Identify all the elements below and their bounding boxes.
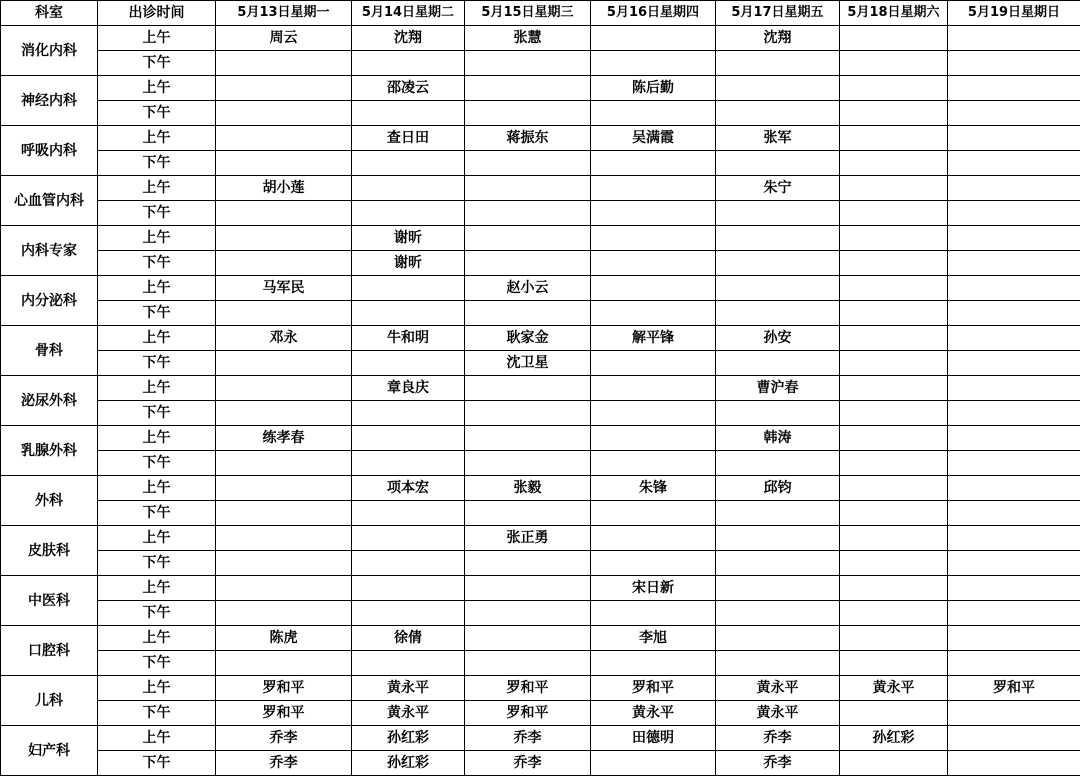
session-afternoon: 下午 xyxy=(98,151,216,176)
doctor-cell xyxy=(465,301,591,326)
doctor-cell xyxy=(591,426,716,451)
header-department: 科室 xyxy=(1,1,98,26)
department-name: 儿科 xyxy=(1,676,98,726)
doctor-cell xyxy=(840,401,948,426)
table-row xyxy=(1,76,1080,101)
doctor-cell xyxy=(840,751,948,776)
department-name: 乳腺外科 xyxy=(1,426,98,476)
doctor-cell xyxy=(840,501,948,526)
doctor-cell: 乔李 xyxy=(216,751,352,776)
doctor-cell xyxy=(948,451,1080,476)
doctor-cell xyxy=(948,501,1080,526)
doctor-cell xyxy=(216,151,352,176)
session-afternoon: 下午 xyxy=(98,501,216,526)
table-row xyxy=(1,251,1080,276)
doctor-cell: 沈卫星 xyxy=(465,351,591,376)
session-afternoon: 下午 xyxy=(98,351,216,376)
doctor-cell xyxy=(716,251,840,276)
doctor-cell xyxy=(465,151,591,176)
doctor-cell: 黄永平 xyxy=(716,701,840,726)
doctor-cell xyxy=(948,26,1080,51)
session-morning: 上午 xyxy=(98,326,216,351)
doctor-cell xyxy=(465,501,591,526)
doctor-cell xyxy=(716,151,840,176)
doctor-cell xyxy=(840,626,948,651)
header-day: 5月19日星期日 xyxy=(948,1,1080,26)
doctor-cell: 罗和平 xyxy=(465,701,591,726)
doctor-cell: 孙红彩 xyxy=(352,726,465,751)
doctor-cell xyxy=(716,201,840,226)
session-afternoon: 下午 xyxy=(98,751,216,776)
doctor-cell: 查日田 xyxy=(352,126,465,151)
doctor-cell xyxy=(591,226,716,251)
doctor-cell xyxy=(591,501,716,526)
doctor-cell xyxy=(352,526,465,551)
table-row xyxy=(1,701,1080,726)
doctor-cell xyxy=(948,226,1080,251)
session-afternoon: 下午 xyxy=(98,401,216,426)
doctor-cell: 牛和明 xyxy=(352,326,465,351)
doctor-cell: 徐倩 xyxy=(352,626,465,651)
doctor-cell: 乔李 xyxy=(716,751,840,776)
doctor-cell xyxy=(948,526,1080,551)
table-row xyxy=(1,351,1080,376)
doctor-cell xyxy=(948,601,1080,626)
doctor-cell xyxy=(840,51,948,76)
doctor-cell xyxy=(840,426,948,451)
doctor-cell: 耿家金 xyxy=(465,326,591,351)
doctor-cell xyxy=(591,451,716,476)
doctor-cell xyxy=(716,276,840,301)
session-morning: 上午 xyxy=(98,226,216,251)
table-row xyxy=(1,301,1080,326)
doctor-cell: 黄永平 xyxy=(716,676,840,701)
doctor-cell xyxy=(840,601,948,626)
doctor-cell xyxy=(840,176,948,201)
doctor-cell xyxy=(591,26,716,51)
doctor-cell xyxy=(591,176,716,201)
table-row xyxy=(1,726,1080,751)
doctor-cell xyxy=(948,651,1080,676)
doctor-cell: 黄永平 xyxy=(352,676,465,701)
doctor-cell xyxy=(840,276,948,301)
doctor-cell xyxy=(716,576,840,601)
doctor-cell xyxy=(216,601,352,626)
doctor-cell xyxy=(716,401,840,426)
doctor-cell xyxy=(840,376,948,401)
doctor-cell xyxy=(948,626,1080,651)
table-row xyxy=(1,226,1080,251)
table-row xyxy=(1,326,1080,351)
doctor-cell xyxy=(352,551,465,576)
doctor-cell xyxy=(352,51,465,76)
table-row xyxy=(1,676,1080,701)
doctor-cell xyxy=(948,701,1080,726)
doctor-cell xyxy=(840,476,948,501)
doctor-cell xyxy=(465,201,591,226)
session-morning: 上午 xyxy=(98,76,216,101)
doctor-cell: 蒋振东 xyxy=(465,126,591,151)
doctor-cell xyxy=(716,226,840,251)
doctor-cell: 谢昕 xyxy=(352,251,465,276)
doctor-cell xyxy=(465,101,591,126)
doctor-cell xyxy=(591,376,716,401)
header-day: 5月18日星期六 xyxy=(840,1,948,26)
session-morning: 上午 xyxy=(98,576,216,601)
doctor-cell: 孙安 xyxy=(716,326,840,351)
session-morning: 上午 xyxy=(98,726,216,751)
doctor-cell xyxy=(948,51,1080,76)
doctor-cell xyxy=(948,301,1080,326)
doctor-cell xyxy=(352,576,465,601)
doctor-cell: 章良庆 xyxy=(352,376,465,401)
doctor-cell xyxy=(591,276,716,301)
doctor-cell xyxy=(352,501,465,526)
department-name: 口腔科 xyxy=(1,626,98,676)
department-name: 外科 xyxy=(1,476,98,526)
session-afternoon: 下午 xyxy=(98,201,216,226)
table-row xyxy=(1,276,1080,301)
doctor-cell xyxy=(591,351,716,376)
session-afternoon: 下午 xyxy=(98,301,216,326)
table-row xyxy=(1,751,1080,776)
doctor-cell xyxy=(216,201,352,226)
doctor-cell xyxy=(948,126,1080,151)
doctor-cell xyxy=(352,601,465,626)
doctor-cell xyxy=(352,651,465,676)
doctor-cell xyxy=(465,401,591,426)
doctor-cell xyxy=(216,126,352,151)
doctor-cell xyxy=(352,176,465,201)
doctor-cell: 罗和平 xyxy=(216,676,352,701)
doctor-cell: 孙红彩 xyxy=(840,726,948,751)
department-name: 呼吸内科 xyxy=(1,126,98,176)
doctor-cell: 赵小云 xyxy=(465,276,591,301)
doctor-cell xyxy=(352,101,465,126)
session-morning: 上午 xyxy=(98,176,216,201)
doctor-cell xyxy=(591,651,716,676)
department-name: 中医科 xyxy=(1,576,98,626)
doctor-cell xyxy=(948,401,1080,426)
table-row xyxy=(1,601,1080,626)
doctor-cell xyxy=(716,301,840,326)
doctor-cell xyxy=(465,426,591,451)
doctor-cell xyxy=(465,76,591,101)
doctor-cell: 孙红彩 xyxy=(352,751,465,776)
department-name: 皮肤科 xyxy=(1,526,98,576)
session-afternoon: 下午 xyxy=(98,251,216,276)
doctor-cell xyxy=(465,226,591,251)
doctor-cell xyxy=(465,51,591,76)
table-row xyxy=(1,126,1080,151)
doctor-cell xyxy=(716,626,840,651)
doctor-cell: 张正勇 xyxy=(465,526,591,551)
doctor-cell: 陈后勤 xyxy=(591,76,716,101)
doctor-cell: 黄永平 xyxy=(352,701,465,726)
doctor-cell xyxy=(948,101,1080,126)
doctor-cell xyxy=(465,176,591,201)
table-row xyxy=(1,576,1080,601)
doctor-cell xyxy=(465,451,591,476)
table-row xyxy=(1,551,1080,576)
doctor-cell xyxy=(840,251,948,276)
doctor-cell xyxy=(716,451,840,476)
table-row xyxy=(1,501,1080,526)
doctor-cell: 韩涛 xyxy=(716,426,840,451)
doctor-cell: 朱宁 xyxy=(716,176,840,201)
doctor-cell xyxy=(840,651,948,676)
doctor-cell xyxy=(948,201,1080,226)
table-row xyxy=(1,426,1080,451)
doctor-cell: 李旭 xyxy=(591,626,716,651)
doctor-cell: 练孝春 xyxy=(216,426,352,451)
doctor-cell xyxy=(840,551,948,576)
doctor-cell xyxy=(716,76,840,101)
doctor-cell xyxy=(840,326,948,351)
doctor-cell xyxy=(716,526,840,551)
doctor-cell: 黄永平 xyxy=(840,676,948,701)
doctor-cell xyxy=(948,351,1080,376)
session-afternoon: 下午 xyxy=(98,551,216,576)
doctor-cell xyxy=(465,551,591,576)
doctor-cell xyxy=(591,51,716,76)
table-row xyxy=(1,476,1080,501)
doctor-cell xyxy=(465,626,591,651)
doctor-cell: 邓永 xyxy=(216,326,352,351)
doctor-cell xyxy=(216,651,352,676)
session-morning: 上午 xyxy=(98,476,216,501)
doctor-cell xyxy=(840,151,948,176)
doctor-cell xyxy=(948,476,1080,501)
session-morning: 上午 xyxy=(98,526,216,551)
doctor-cell xyxy=(216,351,352,376)
doctor-cell xyxy=(465,251,591,276)
session-morning: 上午 xyxy=(98,126,216,151)
doctor-cell xyxy=(948,251,1080,276)
doctor-cell xyxy=(948,551,1080,576)
session-morning: 上午 xyxy=(98,626,216,651)
table-row xyxy=(1,626,1080,651)
doctor-cell xyxy=(352,151,465,176)
session-morning: 上午 xyxy=(98,426,216,451)
doctor-cell xyxy=(591,151,716,176)
doctor-cell xyxy=(948,426,1080,451)
session-morning: 上午 xyxy=(98,676,216,701)
doctor-cell xyxy=(840,351,948,376)
doctor-cell: 张军 xyxy=(716,126,840,151)
table-row xyxy=(1,451,1080,476)
session-afternoon: 下午 xyxy=(98,101,216,126)
doctor-cell: 朱锋 xyxy=(591,476,716,501)
doctor-cell: 乔李 xyxy=(716,726,840,751)
doctor-cell: 黄永平 xyxy=(591,701,716,726)
doctor-cell xyxy=(948,151,1080,176)
header-day: 5月14日星期二 xyxy=(352,1,465,26)
schedule-body xyxy=(1,26,1080,776)
header-day: 5月17日星期五 xyxy=(716,1,840,26)
table-row xyxy=(1,526,1080,551)
header-day: 5月15日星期三 xyxy=(465,1,591,26)
doctor-cell xyxy=(465,651,591,676)
session-morning: 上午 xyxy=(98,26,216,51)
doctor-cell xyxy=(716,551,840,576)
doctor-cell xyxy=(352,301,465,326)
doctor-cell xyxy=(840,576,948,601)
doctor-cell xyxy=(840,26,948,51)
department-name: 内科专家 xyxy=(1,226,98,276)
doctor-cell xyxy=(716,601,840,626)
department-name: 消化内科 xyxy=(1,26,98,76)
doctor-cell: 乔李 xyxy=(465,726,591,751)
doctor-cell xyxy=(716,651,840,676)
doctor-cell xyxy=(716,101,840,126)
doctor-cell xyxy=(216,76,352,101)
doctor-cell: 马军民 xyxy=(216,276,352,301)
department-name: 泌尿外科 xyxy=(1,376,98,426)
department-name: 神经内科 xyxy=(1,76,98,126)
doctor-cell xyxy=(591,751,716,776)
header-day: 5月13日星期一 xyxy=(216,1,352,26)
doctor-cell xyxy=(465,576,591,601)
doctor-cell: 罗和平 xyxy=(216,701,352,726)
doctor-cell: 罗和平 xyxy=(591,676,716,701)
doctor-cell xyxy=(216,576,352,601)
session-morning: 上午 xyxy=(98,376,216,401)
session-afternoon: 下午 xyxy=(98,451,216,476)
session-afternoon: 下午 xyxy=(98,651,216,676)
doctor-cell xyxy=(216,51,352,76)
doctor-cell xyxy=(216,501,352,526)
doctor-cell xyxy=(216,526,352,551)
doctor-cell: 沈翔 xyxy=(352,26,465,51)
table-row xyxy=(1,201,1080,226)
doctor-cell: 谢昕 xyxy=(352,226,465,251)
doctor-cell xyxy=(840,701,948,726)
department-name: 心血管内科 xyxy=(1,176,98,226)
department-name: 妇产科 xyxy=(1,726,98,776)
doctor-cell xyxy=(591,601,716,626)
doctor-cell xyxy=(840,526,948,551)
doctor-cell xyxy=(216,401,352,426)
doctor-cell xyxy=(840,76,948,101)
doctor-cell xyxy=(591,251,716,276)
doctor-cell: 乔李 xyxy=(216,726,352,751)
doctor-cell xyxy=(716,501,840,526)
doctor-cell xyxy=(591,201,716,226)
doctor-cell xyxy=(216,551,352,576)
doctor-cell xyxy=(948,76,1080,101)
doctor-cell xyxy=(840,101,948,126)
table-row xyxy=(1,26,1080,51)
doctor-cell: 周云 xyxy=(216,26,352,51)
doctor-cell xyxy=(352,401,465,426)
doctor-cell xyxy=(840,126,948,151)
table-row xyxy=(1,101,1080,126)
doctor-cell xyxy=(948,726,1080,751)
doctor-cell xyxy=(840,201,948,226)
session-morning: 上午 xyxy=(98,276,216,301)
doctor-cell: 张毅 xyxy=(465,476,591,501)
doctor-cell: 罗和平 xyxy=(465,676,591,701)
doctor-cell xyxy=(591,551,716,576)
doctor-cell xyxy=(352,451,465,476)
doctor-cell xyxy=(716,351,840,376)
doctor-cell xyxy=(591,101,716,126)
doctor-cell: 曹沪春 xyxy=(716,376,840,401)
doctor-cell xyxy=(948,576,1080,601)
doctor-cell xyxy=(591,301,716,326)
header-day: 5月16日星期四 xyxy=(591,1,716,26)
doctor-cell: 张慧 xyxy=(465,26,591,51)
doctor-cell xyxy=(352,276,465,301)
table-row xyxy=(1,376,1080,401)
doctor-cell xyxy=(591,401,716,426)
doctor-cell: 解平锋 xyxy=(591,326,716,351)
doctor-cell: 田德明 xyxy=(591,726,716,751)
department-name: 内分泌科 xyxy=(1,276,98,326)
doctor-cell xyxy=(216,251,352,276)
header-visit-time: 出诊时间 xyxy=(98,1,216,26)
table-row xyxy=(1,176,1080,201)
doctor-cell xyxy=(465,376,591,401)
doctor-cell: 沈翔 xyxy=(716,26,840,51)
table-row xyxy=(1,151,1080,176)
session-afternoon: 下午 xyxy=(98,51,216,76)
doctor-cell xyxy=(948,176,1080,201)
doctor-cell xyxy=(840,301,948,326)
doctor-cell xyxy=(216,101,352,126)
table-row xyxy=(1,51,1080,76)
doctor-cell: 乔李 xyxy=(465,751,591,776)
doctor-cell xyxy=(216,301,352,326)
department-name: 骨科 xyxy=(1,326,98,376)
doctor-cell xyxy=(216,476,352,501)
session-afternoon: 下午 xyxy=(98,601,216,626)
table-row xyxy=(1,651,1080,676)
doctor-cell: 宋日新 xyxy=(591,576,716,601)
doctor-cell xyxy=(840,451,948,476)
doctor-cell: 陈虎 xyxy=(216,626,352,651)
table-row xyxy=(1,401,1080,426)
doctor-cell xyxy=(216,376,352,401)
header-row xyxy=(1,1,1080,26)
doctor-cell xyxy=(948,751,1080,776)
doctor-cell xyxy=(465,601,591,626)
doctor-cell: 邱钧 xyxy=(716,476,840,501)
doctor-cell xyxy=(948,276,1080,301)
doctor-cell xyxy=(716,51,840,76)
doctor-cell xyxy=(591,526,716,551)
doctor-cell xyxy=(352,351,465,376)
doctor-cell xyxy=(216,226,352,251)
doctor-cell: 胡小莲 xyxy=(216,176,352,201)
doctor-cell xyxy=(948,376,1080,401)
doctor-cell xyxy=(352,201,465,226)
doctor-cell xyxy=(352,426,465,451)
doctor-cell: 吴满霞 xyxy=(591,126,716,151)
session-afternoon: 下午 xyxy=(98,701,216,726)
doctor-cell: 邵凌云 xyxy=(352,76,465,101)
doctor-cell xyxy=(948,326,1080,351)
doctor-cell xyxy=(216,451,352,476)
doctor-cell xyxy=(840,226,948,251)
doctor-cell: 罗和平 xyxy=(948,676,1080,701)
doctor-cell: 项本宏 xyxy=(352,476,465,501)
